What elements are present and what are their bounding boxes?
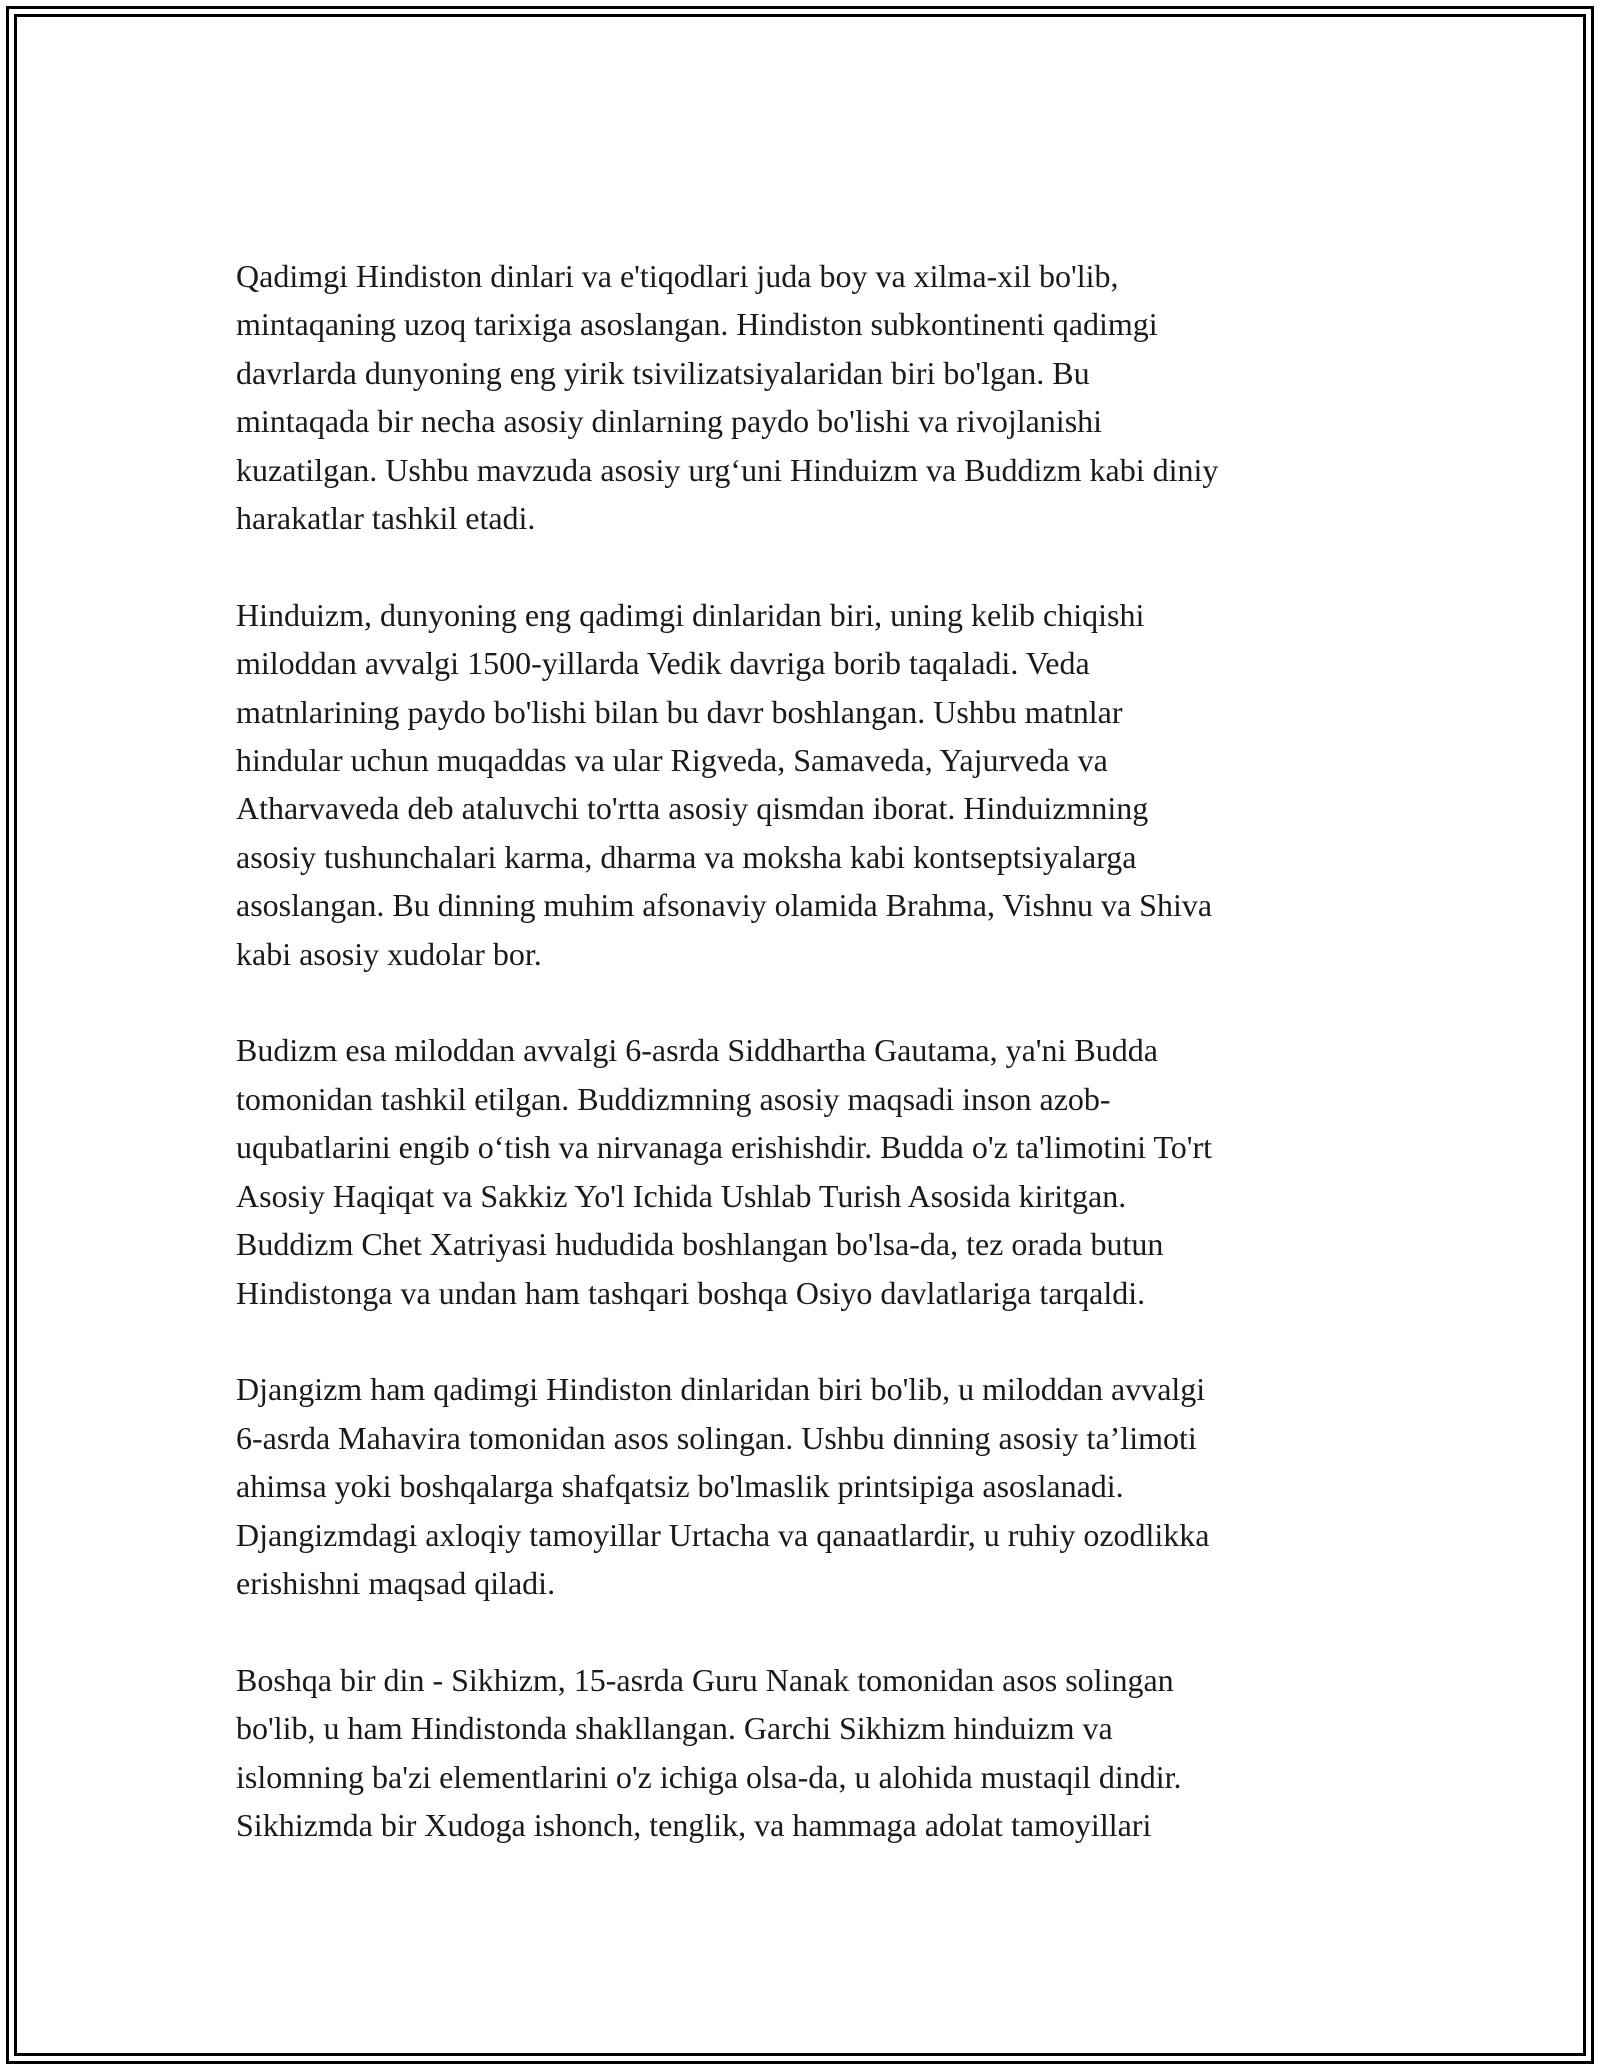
- text-line: erishishni maqsad qiladi.: [236, 1564, 556, 1601]
- text-line: Hindistonga va undan ham tashqari boshqa Osiyo davlatlariga tarqaldi.: [236, 1274, 1146, 1311]
- text-line: kabi asosiy xudolar bor.: [236, 935, 542, 972]
- text-line: Hinduizm, dunyoning eng qadimgi dinlaridan biri, uning kelib chiqishi: [236, 596, 1145, 633]
- text-line: Asosiy Haqiqat va Sakkiz Yo'l Ichida Ushlab Turish Asosida kiritgan.: [236, 1177, 1127, 1214]
- text-line: mintaqaning uzoq tarixiga asoslangan. Hindiston subkontinenti qadimgi: [236, 306, 1158, 343]
- paragraph-hinduism: [236, 591, 1386, 978]
- text-line: Qadimgi Hindiston dinlari va e'tiqodlari juda boy va xilma-xil bo'lib,: [236, 258, 1119, 294]
- text-line: ahimsa yoki boshqalarga shafqatsiz bo'lmaslik printsipiga asoslanadi.: [236, 1468, 1124, 1505]
- text-line: tomonidan tashkil etilgan. Buddizmning asosiy maqsadi inson azob-: [236, 1080, 1111, 1117]
- text-line: Djangizmdagi axloqiy tamoyillar Urtacha va qanaatlardir, u ruhiy ozodlikka: [236, 1516, 1210, 1553]
- text-line: Buddizm Chet Xatriyasi hududida boshlangan bo'lsa-da, tez orada butun: [236, 1226, 1164, 1263]
- document-body: [236, 252, 1386, 1898]
- text-line: harakatlar tashkil etadi.: [236, 500, 536, 537]
- text-line: Djangizm ham qadimgi Hindiston dinlaridan biri bo'lib, u miloddan avvalgi: [236, 1371, 1206, 1408]
- text-line: hindular uchun muqaddas va ular Rigveda, Samaveda, Yajurveda va: [236, 742, 1108, 779]
- paragraph-intro: [236, 252, 1386, 542]
- text-line: islomning ba'zi elementlarini o'z ichiga olsa-da, u alohida mustaqil dindir.: [236, 1758, 1182, 1795]
- text-line: Budizm esa miloddan avvalgi 6-asrda Siddhartha Gautama, ya'ni Budda: [236, 1032, 1158, 1069]
- paragraph-sikhism: [236, 1656, 1386, 1850]
- text-line: Sikhizmda bir Xudoga ishonch, tenglik, va hammaga adolat tamoyillari: [236, 1806, 1152, 1843]
- paragraph-jainism: [236, 1365, 1386, 1607]
- text-line: Boshqa bir din - Sikhizm, 15-asrda Guru Nanak tomonidan asos solingan: [236, 1661, 1174, 1698]
- text-line: 6-asrda Mahavira tomonidan asos solingan. Ushbu dinning asosiy ta’limoti: [236, 1419, 1197, 1456]
- text-line: matnlarining paydo bo'lishi bilan bu davr boshlangan. Ushbu matnlar: [236, 693, 1123, 730]
- text-line: uqubatlarini engib o‘tish va nirvanaga erishishdir. Budda o'z ta'limotini To'rt: [236, 1129, 1213, 1166]
- text-line: davrlarda dunyoning eng yirik tsivilizatsiyalaridan biri bo'lgan. Bu: [236, 354, 1090, 391]
- text-line: mintaqada bir necha asosiy dinlarning paydo bo'lishi va rivojlanishi: [236, 403, 1103, 440]
- text-line: kuzatilgan. Ushbu mavzuda asosiy urg‘uni Hinduizm va Buddizm kabi diniy: [236, 451, 1219, 488]
- text-line: Atharvaveda deb ataluvchi to'rtta asosiy qismdan iborat. Hinduizmning: [236, 790, 1149, 827]
- text-line: asoslangan. Bu dinning muhim afsonaviy olamida Brahma, Vishnu va Shiva: [236, 887, 1213, 924]
- paragraph-buddhism: [236, 1026, 1386, 1316]
- text-line: bo'lib, u ham Hindistonda shakllangan. Garchi Sikhizm hinduizm va: [236, 1710, 1113, 1747]
- text-line: miloddan avvalgi 1500-yillarda Vedik davriga borib taqaladi. Veda: [236, 645, 1090, 682]
- text-line: asosiy tushunchalari karma, dharma va moksha kabi kontseptsiyalarga: [236, 838, 1137, 875]
